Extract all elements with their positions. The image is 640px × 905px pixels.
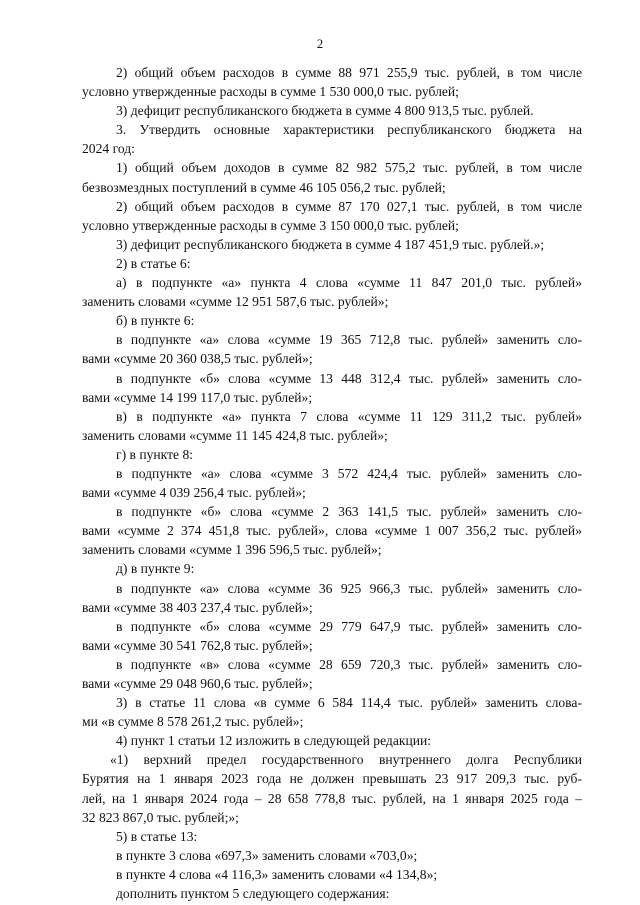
text-line: в) в подпункте «а» пункта 7 слова «сумме 11 129 311,2 тыс. рублей» <box>116 408 582 424</box>
text-line: в подпункте «а» слова «сумме 3 572 424,4 тыс. рублей» заменить сло- <box>116 465 582 481</box>
text-line: дополнить пунктом 5 следующего содержания: <box>116 886 390 902</box>
text-line: в подпункте «б» слова «сумме 29 779 647,9 тыс. рублей» заменить сло- <box>116 618 582 634</box>
text-line: в подпункте «в» слова «сумме 28 659 720,3 тыс. рублей» заменить сло- <box>116 656 582 672</box>
text-line: 32 823 867,0 тыс. рублей;»; <box>82 809 239 825</box>
text-line: в пункте 4 слова «4 116,3» заменить словами «4 134,8»; <box>116 866 438 882</box>
text-line: ми «в сумме 8 578 261,2 тыс. рублей»; <box>82 714 304 730</box>
text-line: в подпункте «б» слова «сумме 13 448 312,4 тыс. рублей» заменить сло- <box>116 370 582 386</box>
text-line: 2) общий объем расходов в сумме 88 971 255,9 тыс. рублей, в том числе <box>116 65 582 80</box>
text-line: вами «сумме 2 374 451,8 тыс. рублей», слова «сумме 1 007 356,2 тыс. рублей» <box>82 523 582 539</box>
text-line: «1) верхний предел государственного внутреннего долга Республики <box>110 752 582 768</box>
text-line: заменить словами «сумме 12 951 587,6 тыс. рублей»; <box>82 294 389 310</box>
text-line: заменить словами «сумме 11 145 424,8 тыс. рублей»; <box>82 427 388 443</box>
text-line: условно утвержденные расходы в сумме 1 530 000,0 тыс. рублей; <box>82 84 459 100</box>
text-line: в подпункте «а» слова «сумме 19 365 712,8 тыс. рублей» заменить сло- <box>116 332 582 348</box>
text-line: лей, на 1 января 2024 года – 28 658 778,8 тыс. рублей, на 1 января 2025 года – <box>82 790 582 806</box>
text-line: в подпункте «а» слова «сумме 36 925 966,3 тыс. рублей» заменить сло- <box>116 580 582 596</box>
text-line: в пункте 3 слова «697,3» заменить словами «703,0»; <box>116 847 418 863</box>
text-line: а) в подпункте «а» пункта 4 слова «сумме 11 847 201,0 тыс. рублей» <box>116 275 582 291</box>
text-line: 5) в статье 13: <box>116 828 198 844</box>
text-line: вами «сумме 38 403 237,4 тыс. рублей»; <box>82 599 313 615</box>
text-line: 3) в статье 11 слова «в сумме 6 584 114,4 тыс. рублей» заменить слова- <box>116 695 582 711</box>
text-line: 1) общий объем доходов в сумме 82 982 575,2 тыс. рублей, в том числе <box>116 160 582 176</box>
text-line: 2) общий объем расходов в сумме 87 170 027,1 тыс. рублей, в том числе <box>116 198 582 214</box>
text-line: заменить словами «сумме 1 396 596,5 тыс. рублей»; <box>82 542 382 558</box>
text-line: безвозмездных поступлений в сумме 46 105 056,2 тыс. рублей; <box>82 179 446 195</box>
text-line: вами «сумме 30 541 762,8 тыс. рублей»; <box>82 637 313 653</box>
text-line: 3) дефицит республиканского бюджета в сумме 4 800 913,5 тыс. рублей. <box>116 103 534 119</box>
text-line: Бурятия на 1 января 2023 года не должен превышать 23 917 209,3 тыс. руб- <box>82 771 582 787</box>
text-line: 4) пункт 1 статьи 12 изложить в следующей редакции: <box>116 733 432 749</box>
text-line: вами «сумме 20 360 038,5 тыс. рублей»; <box>82 351 313 367</box>
text-line: условно утвержденные расходы в сумме 3 150 000,0 тыс. рублей; <box>82 217 459 233</box>
page-number: 2 <box>316 36 324 51</box>
text-line: 2024 год: <box>82 141 135 157</box>
text-line: 3. Утвердить основные характеристики республиканского бюджета на <box>116 122 582 138</box>
text-line: д) в пункте 9: <box>116 561 195 577</box>
document-body <box>82 63 582 903</box>
text-line: вами «сумме 4 039 256,4 тыс. рублей»; <box>82 485 306 501</box>
text-line: вами «сумме 14 199 117,0 тыс. рублей»; <box>82 389 313 405</box>
text-line: г) в пункте 8: <box>116 446 194 462</box>
text-line: 2) в статье 6: <box>116 255 191 271</box>
text-line: в подпункте «б» слова «сумме 2 363 141,5 тыс. рублей» заменить сло- <box>116 504 582 520</box>
text-line: 3) дефицит республиканского бюджета в сумме 4 187 451,9 тыс. рублей.»; <box>116 236 545 252</box>
text-line: б) в пункте 6: <box>116 313 195 329</box>
text-line: вами «сумме 29 048 960,6 тыс. рублей»; <box>82 676 313 691</box>
